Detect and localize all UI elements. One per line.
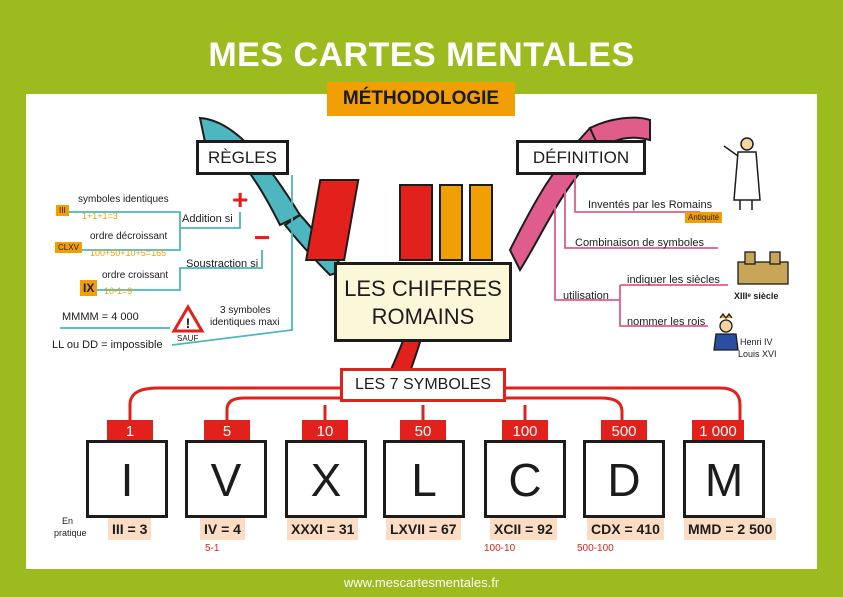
castle-icon: [738, 252, 788, 284]
siecles-label: indiquer les siècles: [627, 274, 720, 286]
mmmm-rule: MMMM = 4 000: [62, 311, 139, 323]
symbols-title-box: LES 7 SYMBOLES: [340, 368, 506, 402]
ordre-decroissant: ordre décroissant: [90, 231, 168, 242]
en-pratique-line1: En: [62, 516, 74, 526]
inventes-label: Inventés par les Romains: [588, 199, 713, 211]
rois-label: nommer les rois: [627, 316, 706, 328]
example-d: CDX = 410: [587, 518, 664, 540]
ordre-croissant: ordre croissant: [102, 270, 169, 281]
symboles-identiques: symboles identiques: [78, 194, 169, 205]
symbol-card-x: X: [285, 440, 367, 518]
symbol-card-d: D: [583, 440, 665, 518]
definition-box: DÉFINITION: [516, 140, 646, 175]
value-tab-1000: 1 000: [692, 420, 744, 444]
ll-rule: LL ou DD = impossible: [52, 339, 163, 351]
center-title-line1: LES CHIFFRES: [344, 276, 502, 301]
max-line1: 3 symboles: [220, 305, 271, 316]
center-title-line2: ROMAINS: [371, 304, 475, 329]
footer-url: www.mescartesmentales.fr: [343, 575, 500, 590]
soustraction-label: Soustraction si: [186, 258, 259, 270]
example-ix-icon: IX: [80, 280, 97, 296]
regles-box: RÈGLES: [196, 140, 289, 175]
sub-v: 5-1: [205, 543, 220, 554]
symbol-card-c: C: [484, 440, 566, 518]
sub-c: 100-10: [484, 543, 516, 554]
example-i: III = 3: [108, 518, 151, 540]
example-x: XXXI = 31: [287, 518, 358, 540]
roman-figure-icon: [724, 138, 760, 210]
center-title-box: [334, 262, 512, 342]
example-iii-icon: III: [56, 205, 69, 216]
example-clxv-icon: CLXV: [55, 242, 82, 253]
en-pratique-line2: pratique: [54, 528, 87, 538]
combinaison-label: Combinaison de symboles: [575, 237, 705, 249]
louis-label: Louis XVI: [738, 349, 777, 359]
minus-sign: −: [254, 222, 271, 253]
value-tab-1: 1: [107, 420, 153, 444]
max-line2: identiques maxi: [210, 317, 280, 328]
xvii-letters: [306, 180, 492, 260]
example-m: MMD = 2 500: [684, 518, 776, 540]
value-tab-5: 5: [204, 420, 250, 444]
value-tab-50: 50: [400, 420, 446, 444]
value-tab-10: 10: [302, 420, 348, 444]
symbol-card-v: V: [185, 440, 267, 518]
example-v: IV = 4: [200, 518, 245, 540]
example-c: XCII = 92: [490, 518, 557, 540]
addition-label: Addition si: [182, 213, 233, 225]
henri-label: Henri IV: [740, 337, 773, 347]
sub-d: 500-100: [577, 543, 614, 554]
antiquite-label: Antiquité: [685, 212, 722, 223]
utilisation-label: utilisation: [563, 290, 609, 302]
example-ix: 10-1=9: [104, 286, 133, 296]
sauf-label: SAUF: [177, 334, 199, 343]
example-l: LXVII = 67: [386, 518, 461, 540]
value-tab-500: 500: [601, 420, 647, 444]
plus-sign: +: [232, 184, 249, 215]
svg-text:!: !: [185, 315, 191, 331]
methodologie-tag: MÉTHODOLOGIE: [327, 82, 515, 116]
example-iii: 1+1+1=3: [82, 211, 118, 221]
page-title: MES CARTES MENTALES: [208, 36, 635, 74]
symbol-card-i: I: [86, 440, 168, 518]
value-tab-100: 100: [502, 420, 548, 444]
symbol-card-m: M: [683, 440, 765, 518]
symbol-card-l: L: [383, 440, 465, 518]
king-icon: [714, 314, 738, 350]
example-clxv: 100+50+10+5=165: [90, 248, 167, 258]
xiii-label: XIIIᵉ siècle: [734, 291, 779, 301]
